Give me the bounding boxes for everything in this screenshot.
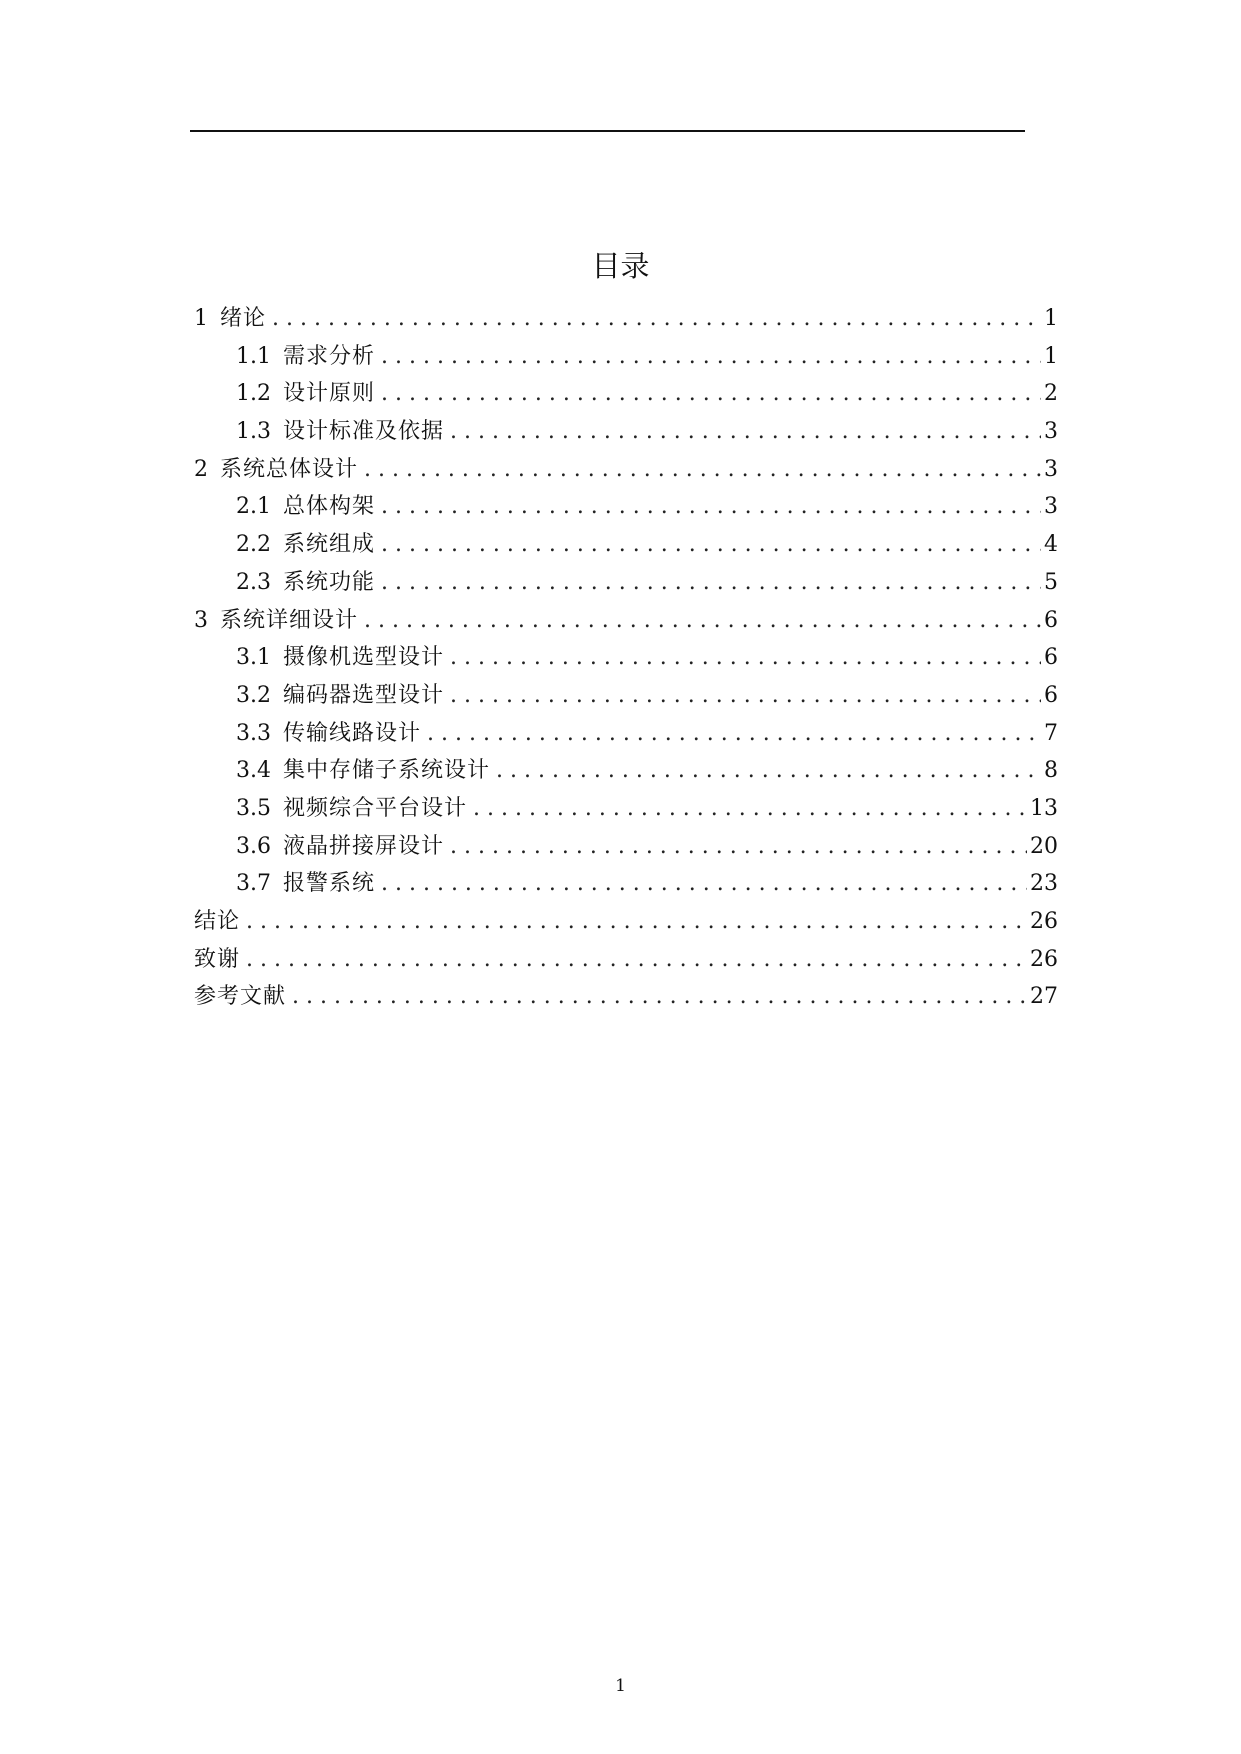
header-rule (190, 130, 1025, 132)
toc-entry-page: 3 (1044, 494, 1058, 520)
toc-entry-number: 3.5 (236, 795, 271, 821)
toc-entry[interactable] (194, 413, 1058, 451)
toc-entry-page: 8 (1044, 758, 1058, 784)
toc-dot-leader (246, 903, 1027, 941)
toc-entry-number: 3.3 (236, 720, 271, 746)
toc-entry[interactable] (194, 602, 1058, 640)
toc-entry-page: 4 (1044, 532, 1058, 558)
toc-entry[interactable] (194, 451, 1058, 489)
toc-entry[interactable] (194, 338, 1058, 376)
toc-dot-leader (292, 978, 1027, 1016)
table-of-contents (194, 300, 1058, 1016)
toc-title: 目录 (591, 249, 650, 283)
toc-entry-number: 2 (194, 456, 208, 482)
toc-entry-number: 1.3 (236, 419, 271, 445)
toc-entry-number: 3 (194, 607, 208, 633)
toc-entry-label: 系统总体设计 (220, 456, 359, 482)
toc-entry-number: 3.6 (236, 833, 271, 859)
toc-entry-label: 系统组成 (283, 532, 376, 558)
toc-dot-leader (381, 564, 1041, 602)
toc-entry-page: 6 (1044, 607, 1058, 633)
toc-entry-label: 编码器选型设计 (283, 682, 445, 708)
toc-entry-page: 27 (1030, 984, 1058, 1010)
toc-entry-label: 设计原则 (283, 381, 376, 407)
toc-entry[interactable] (194, 865, 1058, 903)
toc-dot-leader (450, 639, 1041, 677)
toc-dot-leader (450, 828, 1027, 866)
toc-entry-page: 23 (1030, 871, 1058, 897)
page-number: 1 (615, 1676, 626, 1696)
toc-entry[interactable] (194, 677, 1058, 715)
toc-entry-number: 1.1 (236, 343, 271, 369)
toc-dot-leader (450, 413, 1041, 451)
toc-entry[interactable] (194, 715, 1058, 753)
toc-entry-label: 液晶拼接屏设计 (283, 833, 445, 859)
toc-dot-leader (381, 865, 1027, 903)
toc-entry-page: 6 (1044, 682, 1058, 708)
toc-entry-label: 集中存储子系统设计 (283, 758, 491, 784)
toc-entry-label: 系统功能 (283, 569, 376, 595)
toc-entry[interactable] (194, 790, 1058, 828)
toc-dot-leader (246, 941, 1027, 979)
toc-entry-number: 3.7 (236, 871, 271, 897)
toc-entry-page: 3 (1044, 456, 1058, 482)
toc-entry[interactable] (194, 639, 1058, 677)
toc-entry-label: 报警系统 (283, 871, 376, 897)
toc-entry[interactable] (194, 978, 1058, 1016)
toc-entry-label: 传输线路设计 (283, 720, 422, 746)
toc-dot-leader (381, 526, 1041, 564)
toc-entry-page: 2 (1044, 381, 1058, 407)
toc-entry-label: 需求分析 (283, 343, 376, 369)
toc-entry-page: 6 (1044, 645, 1058, 671)
toc-entry-page: 1 (1044, 306, 1058, 331)
toc-entry-page: 5 (1044, 569, 1058, 595)
toc-entry-label: 设计标准及依据 (283, 419, 445, 445)
toc-dot-leader (473, 790, 1027, 828)
toc-entry-number: 3.2 (236, 682, 271, 708)
toc-entry-number: 2.1 (236, 494, 271, 520)
toc-entry-page: 26 (1030, 909, 1058, 934)
toc-entry-label: 参考文献 (194, 984, 287, 1010)
toc-entry-page: 1 (1044, 343, 1058, 369)
toc-dot-leader (427, 715, 1041, 753)
toc-entry[interactable] (194, 526, 1058, 564)
toc-entry[interactable] (194, 488, 1058, 526)
toc-dot-leader (364, 602, 1041, 640)
toc-entry-page: 20 (1030, 833, 1058, 859)
toc-dot-leader (272, 300, 1041, 338)
toc-entry-page: 7 (1044, 720, 1058, 746)
toc-entry-number: 1.2 (236, 381, 271, 407)
toc-entry-label: 绪论 (220, 306, 267, 331)
toc-entry-label: 系统详细设计 (220, 607, 359, 633)
toc-entry-label: 总体构架 (283, 494, 376, 520)
toc-dot-leader (450, 677, 1041, 715)
toc-dot-leader (381, 338, 1041, 376)
toc-entry[interactable] (194, 903, 1058, 941)
toc-entry[interactable] (194, 375, 1058, 413)
toc-dot-leader (364, 451, 1041, 489)
toc-entry-number: 1 (194, 306, 208, 331)
toc-dot-leader (381, 488, 1041, 526)
toc-entry-number: 2.2 (236, 532, 271, 558)
toc-entry-number: 3.1 (236, 645, 271, 671)
toc-entry[interactable] (194, 564, 1058, 602)
toc-entry-label: 致谢 (194, 946, 241, 972)
toc-entry-label: 摄像机选型设计 (283, 645, 445, 671)
toc-entry-number: 2.3 (236, 569, 271, 595)
toc-entry[interactable] (194, 752, 1058, 790)
toc-entry-label: 结论 (194, 909, 241, 934)
toc-entry-number: 3.4 (236, 758, 271, 784)
toc-dot-leader (496, 752, 1041, 790)
toc-entry-page: 3 (1044, 419, 1058, 445)
toc-dot-leader (381, 375, 1041, 413)
toc-entry-page: 13 (1030, 795, 1058, 821)
toc-entry-label: 视频综合平台设计 (283, 795, 468, 821)
toc-entry[interactable] (194, 828, 1058, 866)
toc-entry-page: 26 (1030, 946, 1058, 972)
toc-entry[interactable] (194, 941, 1058, 979)
toc-entry[interactable] (194, 300, 1058, 338)
